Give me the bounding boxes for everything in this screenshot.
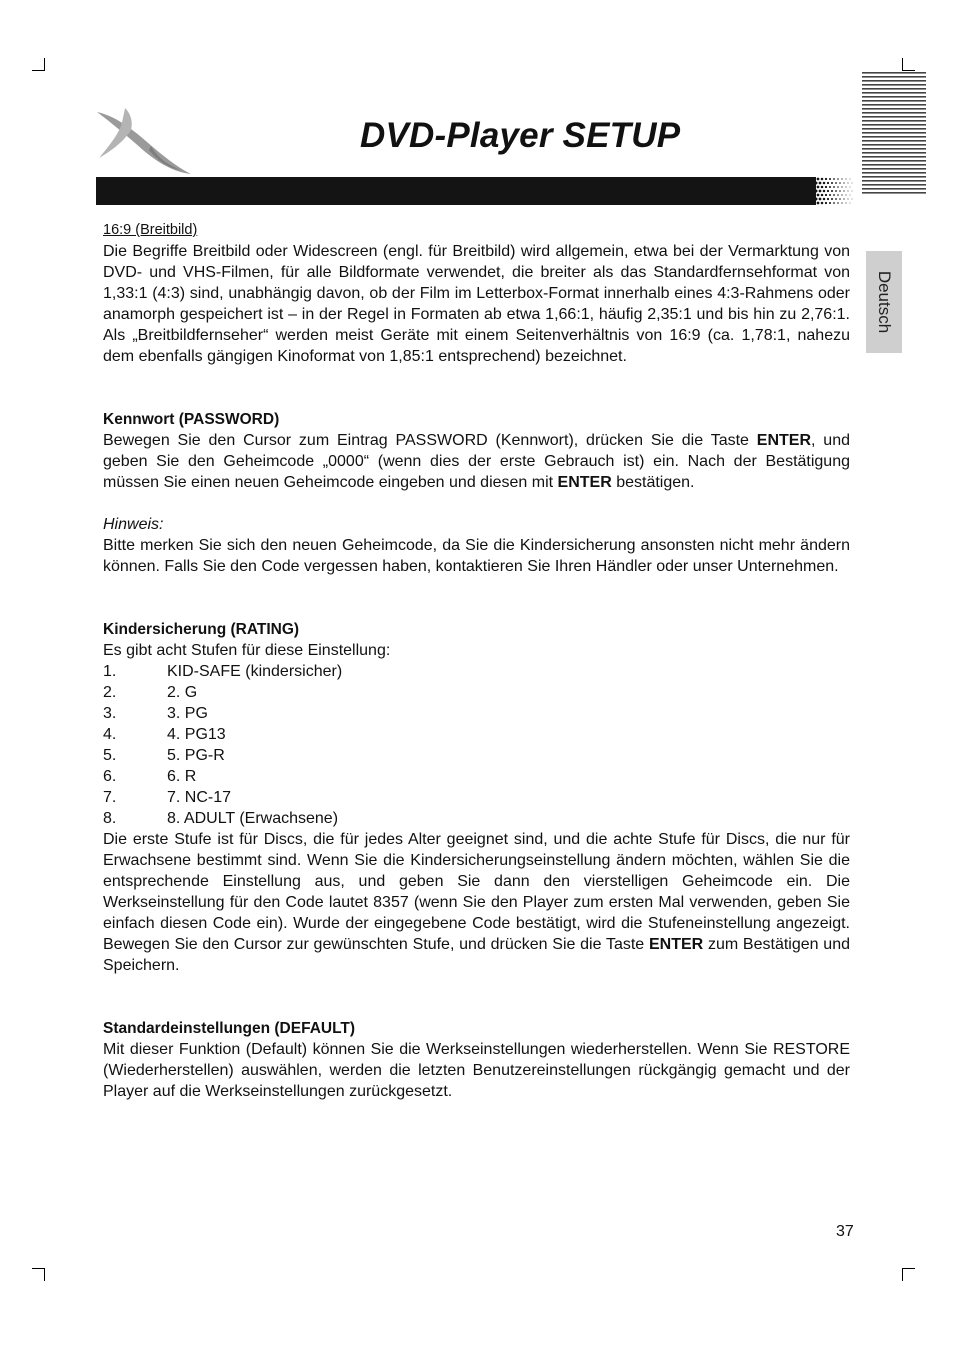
list-item: 4. 4. PG13 [103, 726, 226, 743]
header-bar-dot-pattern [812, 177, 854, 205]
rating-levels-list [103, 661, 850, 829]
language-tab [866, 251, 902, 353]
note-label: Hinweis: [103, 516, 164, 533]
rating-intro: Es gibt acht Stufen für diese Einstellung: [103, 642, 391, 659]
list-item: 3. 3. PG [103, 705, 208, 722]
enter-key-text: ENTER [648, 936, 704, 953]
crop-mark-top-right [902, 58, 915, 71]
page-number: 37 [836, 1223, 854, 1240]
default-paragraph: Mit dieser Funktion (Default) können Sie die Werkseinstellungen wiederherstellen. Wenn Sie RESTORE (Wiederherstellen) auswählen, werden die letzten Benutzereinstellungen rückgängig gemacht und der Player auf die Werkseinstellungen zurückgesetzt. [103, 1041, 850, 1100]
widescreen-paragraph: Die Begriffe Breitbild oder Widescreen (engl. für Breitbild) wird allgemein, etwa bei der Vermarktung von DVD- und VHS-Filmen, für alle Bildformate verwendet, die breiter als das Standardfernsehformat von 1,33:1 (4:3) sind, unabhängig davon, ob der Film im Letterbox-Format innerhalb eines 4:3-Rahmens oder anamorph gespeichert ist – in der Regel in Formaten ab etwa 1,66:1, häufig 2,35:1 und bis hin zu 2,76:1. Als „Breitbildfernseher“ werden meist Geräte mit einem Seitenverhältnis von 16:9 (ca. 1,78:1, nahezu dem ebenfalls gängigen Kinoformat von 1,85:1 entsprechend) bezeichnet. [103, 243, 850, 365]
language-tab-label: Deutsch [875, 270, 894, 334]
note-paragraph: Bitte merken Sie sich den neuen Geheimcode, da Sie die Kindersicherung ansonsten nicht mehr ändern können. Falls Sie den Code vergessen haben, kontaktieren Sie Ihren Händler oder unser Unternehmen. [103, 537, 850, 575]
side-stripe-pattern [862, 72, 926, 198]
list-item: 1. KID-SAFE (kindersicher) [103, 663, 343, 680]
enter-key-text: ENTER [557, 474, 612, 491]
list-item: 5. 5. PG-R [103, 747, 225, 764]
enter-key-text: ENTER [756, 432, 812, 449]
list-item: 8. 8. ADULT (Erwachsene) [103, 810, 339, 827]
password-paragraph: Bewegen Sie den Cursor zum Eintrag PASSWORD (Kennwort), drücken Sie die Taste ENTER, und geben Sie den Geheimcode „0000“ (wenn dies der erste Gebrauch ist) ein. Nach der Bestätigung müssen Sie einen neuen Geheimcode eingeben und diesen mit ENTER bestätigen. [103, 432, 850, 491]
list-item: 7. 7. NC-17 [103, 789, 232, 806]
section-heading-rating: Kindersicherung (RATING) [103, 621, 300, 638]
page-content [103, 220, 850, 1102]
crop-mark-bottom-right [902, 1268, 915, 1281]
section-heading-default: Standardeinstellungen (DEFAULT) [103, 1020, 356, 1037]
brand-x-logo [95, 106, 195, 178]
crop-mark-top-left [32, 58, 45, 71]
crop-mark-bottom-left [32, 1268, 45, 1281]
list-item: 6. 6. R [103, 768, 197, 785]
section-heading-widescreen: 16:9 (Breitbild) [103, 222, 198, 238]
list-item: 2. 2. G [103, 684, 198, 701]
rating-paragraph: Die erste Stufe ist für Discs, die für jedes Alter geeignet sind, und die achte Stufe für Discs, die nur für Erwachsene bestimmt sind. Wenn Sie die Kindersicherungseinstellung ändern möchten, wählen Sie die entsprechende Einstellung aus, und geben Sie dann den vierstelligen Geheimcode ein. Die Werkseinstellung für den Code lautet 8357 (wenn Sie den Player zum ersten Mal verwenden, geben Sie einfach diesen Code ein). Wurde der eingegebene Code bestätigt, wird die Stufeneinstellung angezeigt. Bewegen Sie den Cursor zur gewünschten Stufe, und drücken Sie die Taste ENTER zum Bestätigen und Speichern. [103, 831, 850, 974]
section-heading-password: Kennwort (PASSWORD) [103, 411, 280, 428]
page-title: DVD-Player SETUP [360, 116, 681, 155]
header-bar [96, 177, 816, 205]
